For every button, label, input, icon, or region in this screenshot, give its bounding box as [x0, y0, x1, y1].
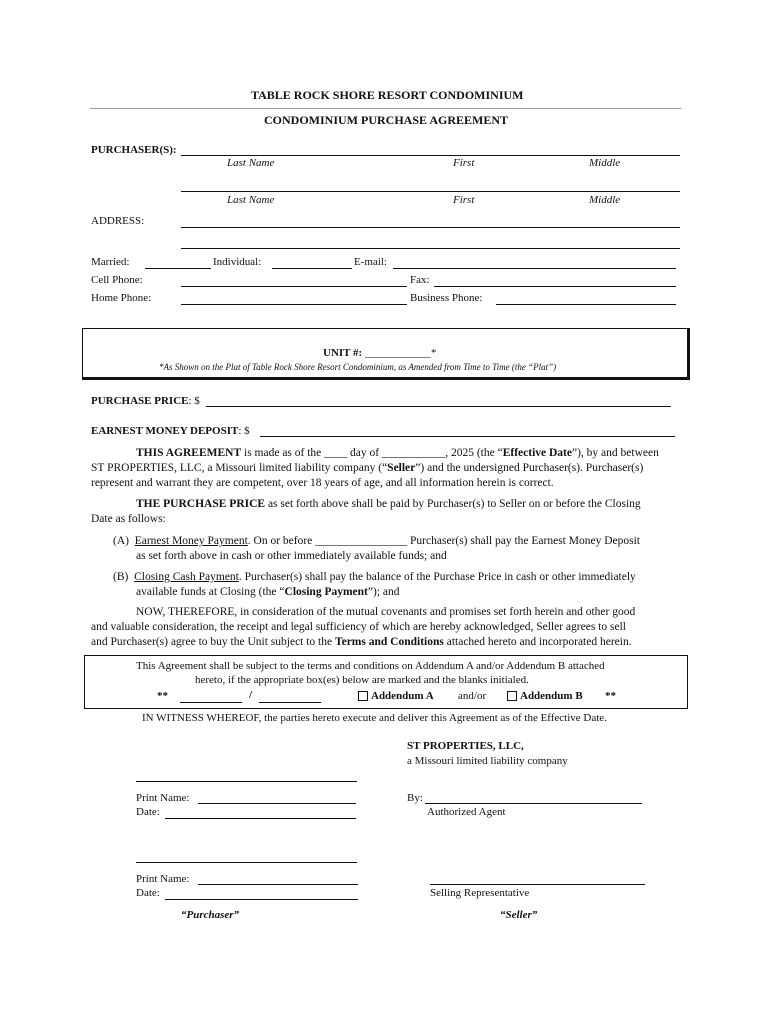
business-phone-field[interactable] — [496, 304, 676, 305]
date-field-1[interactable] — [165, 818, 356, 819]
date-label-1: Date: — [136, 806, 160, 818]
agreement-paragraph — [91, 446, 681, 491]
purchaser-caption: “Purchaser” — [181, 909, 240, 921]
address-line-1[interactable] — [181, 227, 680, 228]
unit-number-label: UNIT #: — [323, 347, 363, 359]
address-label: ADDRESS: — [91, 215, 145, 227]
earnest-money-payment-title: Earnest Money Payment — [134, 535, 248, 547]
unit-number-field[interactable]: ____________* — [364, 347, 437, 359]
middle-name-caption: Middle — [589, 157, 621, 169]
seller-by-field[interactable] — [425, 803, 642, 804]
married-field[interactable] — [145, 268, 211, 269]
print-name-label-1: Print Name: — [136, 792, 190, 804]
addendum-line1: This Agreement shall be subject to the terms and conditions on Addendum A and/or Addendum B attached — [136, 660, 605, 672]
last-name-caption-2: Last Name — [227, 194, 275, 206]
clause-b-marker: (B) — [113, 571, 129, 583]
now-line3-a: and Purchaser(s) agree to buy the Unit subject to the — [91, 636, 335, 648]
document-subtitle: CONDOMINIUM PURCHASE AGREEMENT — [264, 113, 509, 127]
now-line2: and valuable consideration, the receipt and legal sufficiency of which are hereby acknowledged, Seller agrees to sell — [91, 621, 626, 633]
married-label: Married: — [91, 256, 130, 268]
earnest-money-row — [91, 425, 250, 437]
clause-a — [113, 534, 683, 564]
authorized-agent-caption: Authorized Agent — [427, 806, 506, 818]
purchase-price-label: PURCHASE PRICE — [91, 395, 189, 407]
clause-a-text: . On or before ________________ Purchaser(s) shall pay the Earnest Money Deposit — [247, 535, 640, 547]
middle-name-caption-2: Middle — [589, 194, 621, 206]
now-therefore-paragraph — [91, 605, 683, 650]
print-name-label-2: Print Name: — [136, 873, 190, 885]
purchaser-signature-line-2[interactable] — [136, 862, 357, 863]
seller-company-desc: a Missouri limited liability company — [407, 755, 568, 767]
addendum-b-checkbox[interactable] — [507, 691, 517, 701]
witness-statement: IN WITNESS WHEREOF, the parties hereto execute and deliver this Agreement as of the Effective Date. — [142, 712, 607, 724]
clause-b-line2-a: available funds at Closing (the “ — [136, 586, 285, 598]
purchase-price-paragraph — [91, 497, 681, 527]
now-line1: NOW, THEREFORE, in consideration of the mutual covenants and promises set forth herein and other good — [136, 606, 636, 618]
earnest-money-field[interactable] — [260, 436, 675, 437]
clause-b — [113, 570, 683, 600]
closing-payment-term: Closing Payment — [284, 586, 368, 598]
clause-a-line2: as set forth above in cash or other immediately available funds; and — [136, 550, 447, 562]
seller-by-label: By: — [407, 792, 423, 804]
addendum-a-checkbox[interactable] — [358, 691, 368, 701]
date-field-2[interactable] — [165, 899, 358, 900]
print-name-field-1[interactable] — [198, 803, 356, 804]
terms-and-conditions-term: Terms and Conditions — [334, 636, 444, 648]
unit-plat-note: *As Shown on the Plat of Table Rock Shore Resort Condominium, as Amended from Time to Time (the “Plat”) — [159, 362, 557, 372]
this-agreement-lead: THIS AGREEMENT — [136, 447, 242, 459]
individual-field[interactable] — [272, 268, 352, 269]
individual-label: Individual: — [213, 256, 262, 268]
purchaser-signature-line-1[interactable] — [136, 781, 357, 782]
initials-slash: / — [249, 689, 253, 701]
fax-field[interactable] — [434, 286, 676, 287]
purchase-price-lead: THE PURCHASE PRICE — [136, 498, 266, 510]
earnest-money-label: EARNEST MONEY DEPOSIT — [91, 425, 239, 437]
addendum-stars-right: ** — [605, 690, 616, 702]
selling-rep-signature-line[interactable] — [430, 884, 645, 885]
earnest-money-dollar: : $ — [238, 425, 250, 437]
p1-text-b: ”), by and between — [571, 447, 659, 459]
p2-text-a: as set forth above shall be paid by Purchaser(s) to Seller on or before the Closing — [265, 498, 641, 510]
addendum-stars-left: ** — [157, 690, 168, 702]
cell-phone-field[interactable] — [181, 286, 407, 287]
p2-line2: Date as follows: — [91, 513, 166, 525]
purchase-price-row — [91, 395, 200, 407]
purchase-price-dollar: : $ — [188, 395, 200, 407]
email-label: E-mail: — [354, 256, 387, 268]
p1-line3: represent and warrant they are competent, over 18 years of age, and all information herein is correct. — [91, 477, 554, 489]
addendum-a-label: Addendum A — [371, 690, 434, 702]
print-name-field-2[interactable] — [198, 884, 358, 885]
clause-b-line2-b: ”); and — [367, 586, 400, 598]
p1-line2-b: ”) and the undersigned Purchaser(s). Purchaser(s) — [415, 462, 644, 474]
purchaser-name-line-1[interactable] — [181, 155, 680, 156]
selling-representative-caption: Selling Representative — [430, 887, 530, 899]
addendum-line2: hereto, if the appropriate box(es) below are marked and the blanks initialed. — [195, 674, 529, 686]
addendum-b-label: Addendum B — [520, 690, 583, 702]
p1-line2-a: ST PROPERTIES, LLC, a Missouri limited liability company (“ — [91, 462, 388, 474]
unit-label — [323, 347, 436, 359]
unit-box — [82, 328, 690, 380]
purchaser-label: PURCHASER(S): — [91, 144, 177, 156]
addendum-andor: and/or — [458, 690, 487, 702]
business-phone-label: Business Phone: — [410, 292, 483, 304]
title-rule — [90, 108, 681, 109]
seller-caption: “Seller” — [500, 909, 538, 921]
seller-company-name: ST PROPERTIES, LLC, — [407, 740, 524, 752]
fax-label: Fax: — [410, 274, 430, 286]
cell-phone-label: Cell Phone: — [91, 274, 143, 286]
address-line-2[interactable] — [181, 248, 680, 249]
document-title: TABLE ROCK SHORE RESORT CONDOMINIUM — [251, 88, 524, 102]
home-phone-field[interactable] — [181, 304, 407, 305]
p1-text-a: is made as of the ____ day of ___________, 2025 (the “ — [241, 447, 503, 459]
last-name-caption: Last Name — [227, 157, 275, 169]
effective-date-term: Effective Date — [502, 447, 572, 459]
date-label-2: Date: — [136, 887, 160, 899]
now-line3-b: attached hereto and incorporated herein. — [443, 636, 632, 648]
first-name-caption: First — [453, 157, 475, 169]
closing-cash-payment-title: Closing Cash Payment — [134, 571, 239, 583]
purchaser-name-line-2[interactable] — [181, 191, 680, 192]
clause-a-marker: (A) — [113, 535, 129, 547]
home-phone-label: Home Phone: — [91, 292, 152, 304]
first-name-caption-2: First — [453, 194, 475, 206]
initials-field-2[interactable] — [259, 702, 321, 703]
clause-b-text: . Purchaser(s) shall pay the balance of the Purchase Price in cash or other immediately — [238, 571, 636, 583]
purchase-price-field[interactable] — [206, 406, 671, 407]
seller-term: Seller — [387, 462, 416, 474]
initials-field-1[interactable] — [180, 702, 242, 703]
addendum-box — [84, 655, 688, 709]
email-field[interactable] — [393, 268, 676, 269]
